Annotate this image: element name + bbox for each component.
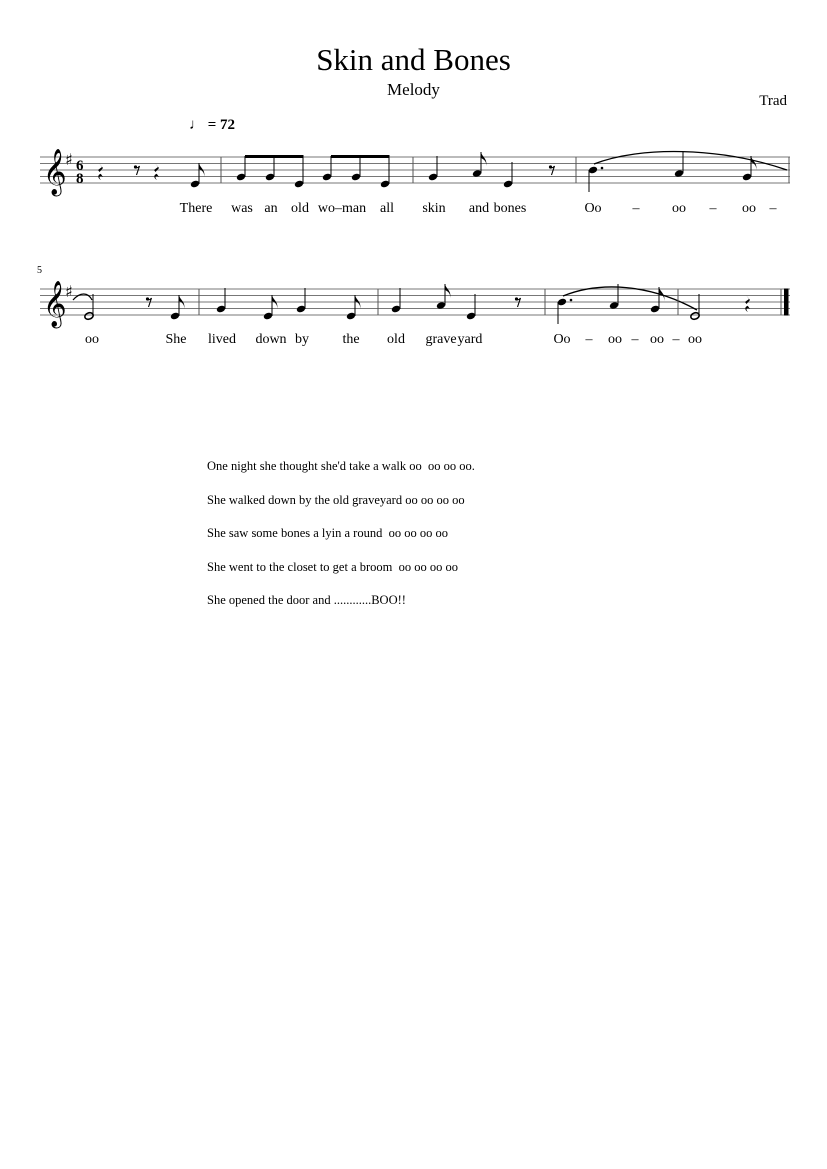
lyric-syllable: bones	[493, 201, 527, 216]
lyric-syllable: and	[468, 201, 490, 216]
lyric-hyphen: –	[672, 332, 680, 347]
verse-line: She went to the closet to get a broom oo oo oo oo	[207, 559, 459, 574]
staff-system-1	[40, 149, 790, 197]
additional-verses	[207, 458, 475, 626]
svg-text:8: 8	[76, 171, 84, 187]
tempo-value: = 72	[207, 117, 236, 133]
lyric-syllable: yard	[457, 332, 483, 347]
lyric-syllable: oo	[650, 332, 664, 347]
lyric-syllable: the	[342, 332, 360, 347]
staff-system-2	[40, 281, 790, 329]
lyric-syllable: oo	[672, 201, 686, 216]
lyric-hyphen: –	[632, 201, 640, 216]
lyric-syllable: She	[165, 332, 187, 347]
lyric-hyphen: –	[709, 201, 717, 216]
sharp-icon: ♯	[65, 150, 73, 169]
lyric-syllable: oo	[688, 332, 702, 347]
lyric-syllable: lived	[208, 332, 236, 347]
lyric-syllable: Oo	[553, 332, 571, 347]
treble-clef-icon: 𝄞	[43, 281, 67, 327]
measure-number: 5	[37, 265, 42, 276]
lyric-syllable: down	[255, 332, 287, 347]
final-barline	[784, 289, 789, 316]
quarter-note-icon: ♩	[189, 117, 204, 133]
lyric-syllable: skin	[422, 201, 446, 216]
svg-text:6: 6	[76, 158, 84, 174]
slur-continuation	[73, 294, 92, 300]
lyric-syllable: an	[264, 201, 278, 216]
composer: Trad	[759, 93, 787, 109]
treble-clef-icon: 𝄞	[43, 149, 67, 195]
sharp-icon: ♯	[65, 282, 73, 301]
lyric-syllable: oo	[742, 201, 756, 216]
music-notation	[0, 0, 827, 400]
lyric-syllable: old	[291, 201, 309, 216]
lyric-syllable: by	[295, 332, 309, 347]
lyric-syllable: wo–man	[317, 201, 367, 216]
lyric-syllable: There	[179, 201, 213, 216]
verse-line: She saw some bones a lyin a round oo oo oo oo	[207, 526, 448, 540]
lyric-hyphen: –	[631, 332, 639, 347]
slur	[563, 287, 697, 310]
lyric-syllable: was	[231, 201, 253, 216]
lyric-syllable: grave	[425, 332, 457, 347]
slur	[594, 152, 787, 170]
lyric-hyphen: –	[585, 332, 593, 347]
score-title: Skin and Bones	[316, 42, 511, 77]
lyric-syllable: all	[380, 201, 394, 216]
lyric-syllable: oo	[608, 332, 622, 347]
score-subtitle: Melody	[387, 80, 440, 99]
lyric-syllable: Oo	[584, 201, 602, 216]
verse-line: She walked down by the old graveyard oo oo oo oo	[207, 492, 465, 507]
lyric-syllable: old	[387, 332, 405, 347]
lyric-hyphen: –	[769, 201, 777, 216]
verse-line: She opened the door and ............BOO!!	[207, 593, 406, 607]
lyric-syllable: oo	[85, 332, 99, 347]
verse-line: One night she thought she'd take a walk oo oo oo oo.	[207, 459, 475, 473]
